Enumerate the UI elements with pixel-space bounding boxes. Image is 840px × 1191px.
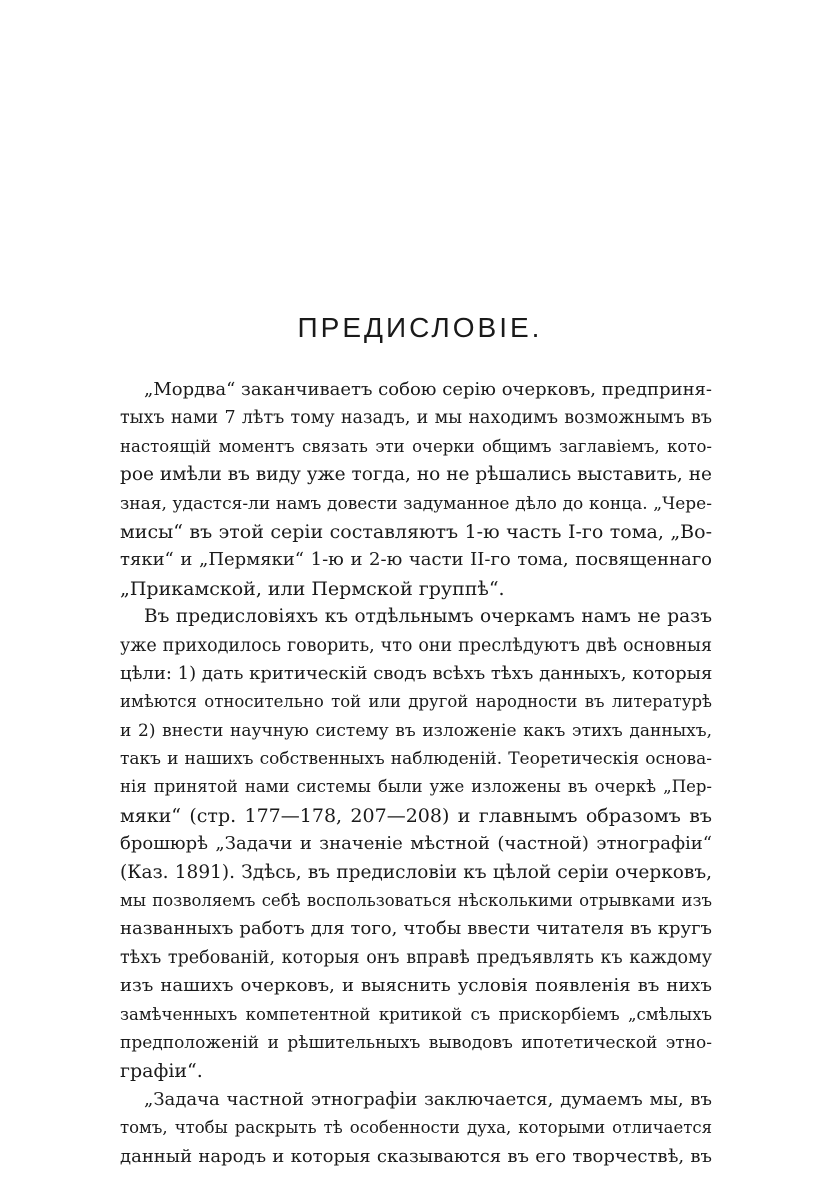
text-line: тыхъ нами 7 лѣтъ тому назадъ, и мы находимъ возможнымъ въ bbox=[120, 408, 712, 429]
text-line: томъ, чтобы раскрыть тѣ особенности духа, которыми отличается bbox=[120, 1118, 712, 1138]
text-line: цѣли: 1) дать критическій сводъ всѣхъ тѣхъ данныхъ, которыя bbox=[120, 662, 713, 684]
text-line: предположеній и рѣшительныхъ выводовъ ипотетической этно- bbox=[120, 1032, 712, 1053]
text-line: названныхъ работъ для того, чтобы ввести читателя въ кругъ bbox=[120, 918, 712, 940]
text-line: замѣченныхъ компетентной критикой съ прискорбіемъ „смѣлыхъ bbox=[120, 1004, 712, 1024]
text-line: мы позволяемъ себѣ воспользоваться нѣсколькими отрывками изъ bbox=[120, 891, 712, 911]
text-line: тяки“ и „Пермяки“ 1-ю и 2-ю части ІІ-го тома, посвященнаго bbox=[120, 549, 712, 571]
body-text bbox=[120, 376, 712, 1171]
text-line: имѣются относительно той или другой народности въ литературѣ bbox=[120, 692, 712, 712]
text-line: зная, удастся-ли намъ довести задуманное дѣло до конца. „Чере- bbox=[120, 493, 712, 514]
text-line: мяки“ (стр. 177—178, 207—208) и главнымъ образомъ въ bbox=[120, 804, 712, 827]
text-line: рое имѣли въ виду уже тогда, но не рѣшались выставить, не bbox=[120, 464, 712, 486]
text-line: графіи“. bbox=[120, 1060, 203, 1083]
text-line: настоящій моментъ связать эти очерки общимъ заглавіемъ, кото- bbox=[120, 436, 712, 456]
text-line: „Задача частной этнографіи заключается, думаемъ мы, въ bbox=[144, 1088, 712, 1110]
page-title: ПРЕДИСЛОВІЕ. bbox=[297, 312, 543, 343]
text-line: (Каз. 1891). Здѣсь, въ предисловіи къ цѣлой серіи очерковъ, bbox=[120, 861, 712, 883]
text-line: „Мордва“ заканчиваетъ собою серію очерковъ, предприня- bbox=[144, 379, 712, 400]
text-line: „Прикамской, или Пермской группѣ“. bbox=[120, 577, 505, 600]
text-line: нія принятой нами системы были уже изложены въ очеркѣ „Пер- bbox=[120, 777, 712, 797]
text-line: изъ нашихъ очерковъ, и выяснить условія появленія въ нихъ bbox=[120, 975, 712, 997]
text-line: брошюрѣ „Задачи и значеніе мѣстной (частной) этнографіи“ bbox=[120, 833, 712, 855]
text-line: и 2) внести научную систему въ изложеніе какъ этихъ данныхъ, bbox=[120, 720, 712, 741]
text-line: мисы“ въ этой серіи составляютъ 1-ю часть І-го тома, „Во- bbox=[120, 520, 712, 543]
text-line: Въ предисловіяхъ къ отдѣльнымъ очеркамъ намъ не разъ bbox=[144, 606, 712, 628]
text-line: тѣхъ требованій, которыя онъ вправѣ предъявлять къ каждому bbox=[120, 947, 712, 968]
text-line: данный народъ и которыя сказываются въ его творчествѣ, въ bbox=[120, 1145, 712, 1167]
text-line: такъ и нашихъ собственныхъ наблюденій. Теоретическія основа- bbox=[120, 749, 712, 770]
text-line: уже приходилось говорить, что они преслѣдуютъ двѣ основныя bbox=[120, 635, 712, 656]
